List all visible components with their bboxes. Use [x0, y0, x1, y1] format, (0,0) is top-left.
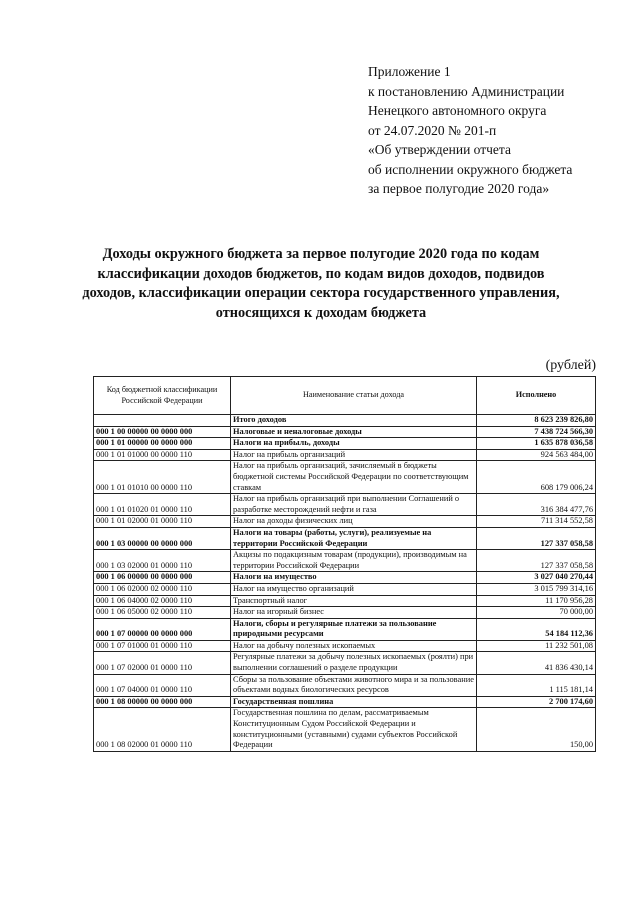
- table-header-row: [94, 377, 596, 415]
- name-cell: Налог на добычу полезных ископаемых: [231, 640, 477, 652]
- amount-cell: 70 000,00: [477, 607, 596, 619]
- name-cell: Сборы за пользование объектами животного мира и за пользование объектами водных биологических ресурсов: [231, 674, 477, 696]
- code-cell: 000 1 01 02000 01 0000 110: [94, 516, 231, 528]
- code-cell: 000 1 00 00000 00 0000 000: [94, 426, 231, 438]
- amount-cell: 150,00: [477, 708, 596, 751]
- name-cell: Транспортный налог: [231, 595, 477, 607]
- document-title: [78, 245, 564, 323]
- name-cell: Акцизы по подакцизным товарам (продукции), производимым на территории Российской Федерации: [231, 550, 477, 572]
- code-cell: 000 1 01 01020 01 0000 110: [94, 494, 231, 516]
- appendix-line: об исполнении окружного бюджета: [368, 161, 573, 177]
- code-cell: 000 1 01 00000 00 0000 000: [94, 438, 231, 450]
- table-row: [94, 607, 596, 619]
- amount-cell: 2 700 174,60: [477, 696, 596, 708]
- amount-cell: 3 027 040 270,44: [477, 572, 596, 584]
- name-cell: Налог на прибыль организаций при выполнении Соглашений о разработке месторождений нефти и газа: [231, 494, 477, 516]
- code-cell: 000 1 08 02000 01 0000 110: [94, 708, 231, 751]
- title-line: Доходы окружного бюджета за первое полугодие 2020 года по кодам: [102, 246, 540, 262]
- table-row: [94, 449, 596, 461]
- name-cell: Налог на имущество организаций: [231, 583, 477, 595]
- amount-cell: 711 314 552,58: [477, 516, 596, 528]
- code-cell: 000 1 01 01010 00 0000 110: [94, 461, 231, 494]
- title-line: относящихся к доходам бюджета: [215, 304, 427, 321]
- code-cell: 000 1 07 02000 01 0000 110: [94, 652, 231, 674]
- amount-cell: 11 232 501,08: [477, 640, 596, 652]
- name-cell: Налоги, сборы и регулярные платежи за пользование природными ресурсами: [231, 618, 477, 640]
- table-row: [94, 708, 596, 751]
- name-cell: Налоги на имущество: [231, 572, 477, 584]
- appendix-line: Приложение 1: [368, 64, 451, 79]
- table-row: [94, 572, 596, 584]
- code-cell: 000 1 06 05000 02 0000 110: [94, 607, 231, 619]
- table-row: [94, 494, 596, 516]
- name-cell: Налог на доходы физических лиц: [231, 516, 477, 528]
- table-row: [94, 550, 596, 572]
- code-cell: 000 1 07 04000 01 0000 110: [94, 674, 231, 696]
- name-cell: Регулярные платежи за добычу полезных ископаемых (роялти) при выполнении соглашений о разделе продукции: [231, 652, 477, 674]
- appendix-block: [368, 62, 572, 199]
- code-cell: 000 1 06 00000 00 0000 000: [94, 572, 231, 584]
- code-cell: 000 1 01 01000 00 0000 110: [94, 449, 231, 461]
- amount-cell: 8 623 239 826,80: [477, 415, 596, 427]
- code-cell: [94, 415, 231, 427]
- table-row: [94, 652, 596, 674]
- table-row: [94, 461, 596, 494]
- name-cell: Налог на игорный бизнес: [231, 607, 477, 619]
- table-row: [94, 696, 596, 708]
- code-cell: 000 1 06 02000 02 0000 110: [94, 583, 231, 595]
- units-label: (рублей): [545, 358, 596, 373]
- code-cell: 000 1 03 02000 01 0000 110: [94, 550, 231, 572]
- revenue-table: [93, 376, 596, 752]
- code-cell: 000 1 03 00000 00 0000 000: [94, 527, 231, 549]
- amount-cell: 1 115 181,14: [477, 674, 596, 696]
- table-row: [94, 516, 596, 528]
- name-cell: Налоги на товары (работы, услуги), реализуемые на территории Российской Федерации: [231, 527, 477, 549]
- table-row: [94, 583, 596, 595]
- amount-cell: 11 170 956,28: [477, 595, 596, 607]
- table-row: [94, 674, 596, 696]
- table-row: [94, 618, 596, 640]
- amount-cell: 127 337 058,58: [477, 550, 596, 572]
- header-amount: Исполнено: [477, 377, 596, 415]
- name-cell: Налог на прибыль организаций: [231, 449, 477, 461]
- amount-cell: 608 179 006,24: [477, 461, 596, 494]
- amount-cell: 54 184 112,36: [477, 618, 596, 640]
- appendix-line: Ненецкого автономного округа: [368, 103, 547, 118]
- name-cell: Итого доходов: [231, 415, 477, 427]
- table-row: [94, 415, 596, 427]
- appendix-line: к постановлению Администрации: [368, 83, 565, 99]
- amount-cell: 316 384 477,76: [477, 494, 596, 516]
- appendix-line: от 24.07.2020 № 201-п: [368, 122, 497, 138]
- appendix-line: «Об утверждении отчета: [368, 142, 511, 157]
- name-cell: Налоги на прибыль, доходы: [231, 438, 477, 450]
- title-line: классификации доходов бюджетов, по кодам видов доходов, подвидов: [97, 265, 545, 282]
- amount-cell: 3 015 799 314,16: [477, 583, 596, 595]
- code-cell: 000 1 07 01000 01 0000 110: [94, 640, 231, 652]
- code-cell: 000 1 07 00000 00 0000 000: [94, 618, 231, 640]
- name-cell: Государственная пошлина: [231, 696, 477, 708]
- table-row: [94, 595, 596, 607]
- code-cell: 000 1 08 00000 00 0000 000: [94, 696, 231, 708]
- header-name: Наименование статьи дохода: [231, 377, 477, 415]
- table-row: [94, 426, 596, 438]
- amount-cell: 1 635 878 036,58: [477, 438, 596, 450]
- amount-cell: 7 438 724 566,30: [477, 426, 596, 438]
- amount-cell: 127 337 058,58: [477, 527, 596, 549]
- name-cell: Налоговые и неналоговые доходы: [231, 426, 477, 438]
- table-body: [94, 415, 596, 752]
- table-row: [94, 438, 596, 450]
- table-row: [94, 640, 596, 652]
- amount-cell: 41 836 430,14: [477, 652, 596, 674]
- title-line: доходов, классификации операции сектора государственного управления,: [82, 285, 560, 301]
- appendix-line: за первое полугодие 2020 года»: [368, 181, 550, 196]
- table-row: [94, 527, 596, 549]
- code-cell: 000 1 06 04000 02 0000 110: [94, 595, 231, 607]
- name-cell: Налог на прибыль организаций, зачисляемый в бюджеты бюджетной системы Российской Федерации по соответствующим ставкам: [231, 461, 477, 494]
- amount-cell: 924 563 484,00: [477, 449, 596, 461]
- name-cell: Государственная пошлина по делам, рассматриваемым Конституционным Судом Российской Федерации и конституционными (уставными) судами субъектов Российской Федерации: [231, 708, 477, 751]
- header-code: Код бюджетной классификации Российской Федерации: [94, 377, 231, 415]
